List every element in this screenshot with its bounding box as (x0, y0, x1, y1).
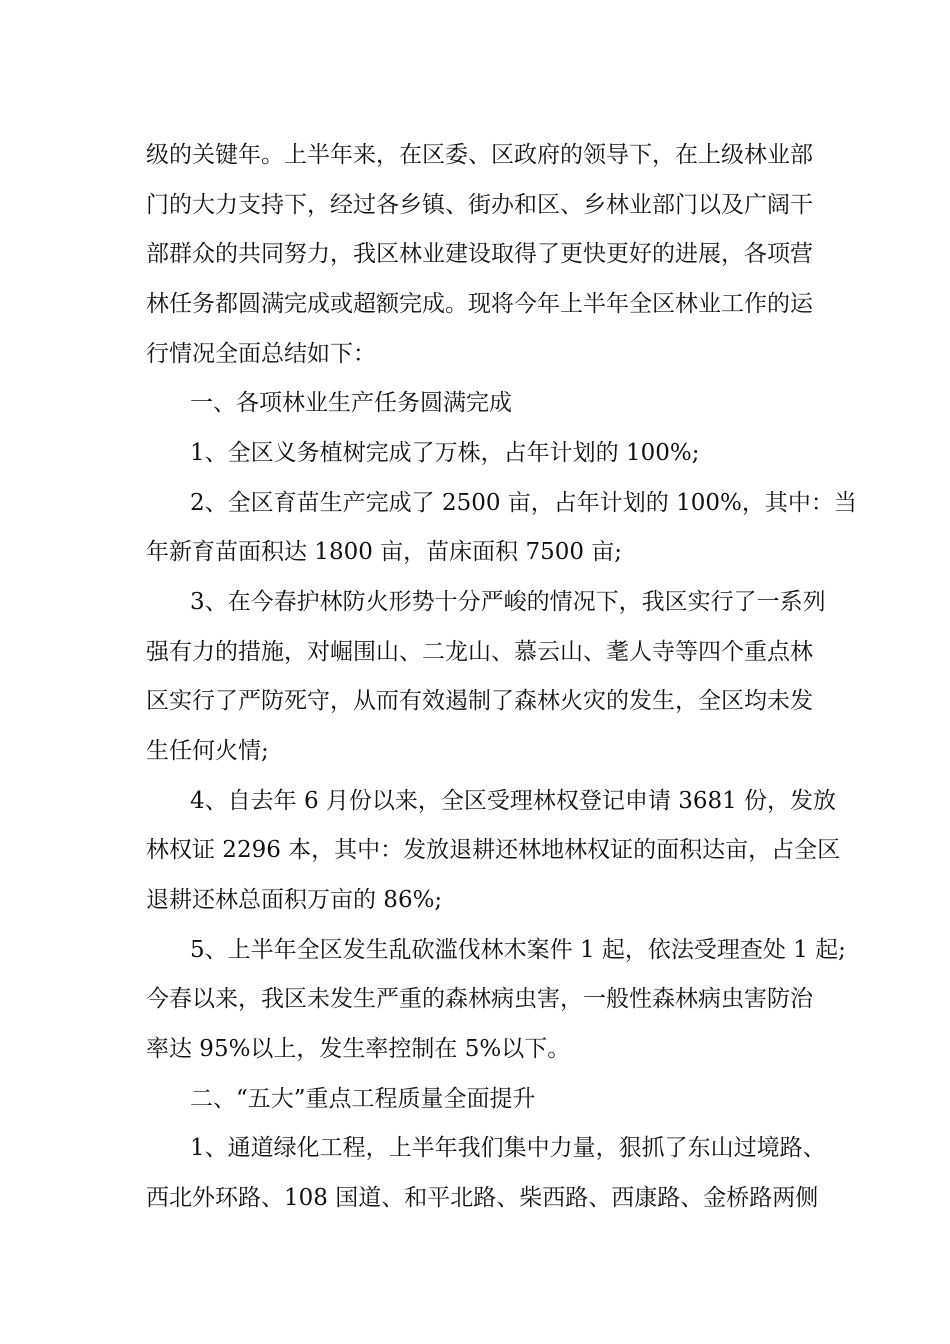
text-line: 行情况全面总结如下： (146, 341, 376, 367)
text-line: 林任务都圆满完成或超额完成。现将今年上半年全区林业工作的运 (146, 291, 813, 317)
text-line: 级的关键年。上半年来，在区委、区政府的领导下，在上级林业部 (146, 142, 813, 168)
text-line: 3、在今春护林防火形势十分严峻的情况下，我区实行了一系列 (190, 589, 826, 615)
text-line: 门的大力支持下，经过各乡镇、街办和区、乡林业部门以及广阔干 (146, 192, 813, 218)
text-line: 林权证 2296 本，其中：发放退耕还林地林权证的面积达亩，占全区 (146, 837, 841, 863)
text-line: 1、通道绿化工程，上半年我们集中力量，狠抓了东山过境路、 (190, 1135, 826, 1161)
text-line: 率达 95%以上，发生率控制在 5%以下。 (146, 1036, 571, 1062)
text-line: 5、上半年全区发生乱砍滥伐林木案件 1 起，依法受理查处 1 起; (190, 937, 846, 963)
text-line: 强有力的措施，对崛围山、二龙山、慕云山、耄人寺等四个重点林 (146, 639, 813, 665)
text-line: 部群众的共同努力，我区林业建设取得了更快更好的进展，各项营 (146, 241, 813, 267)
text-line: 1、全区义务植树完成了万株，占年计划的 100%; (190, 440, 700, 466)
text-line: 退耕还林总面积万亩的 86%; (146, 887, 443, 913)
text-line: 生任何火情; (146, 738, 269, 764)
text-line: 西北外环路、108 国道、和平北路、柴西路、西康路、金桥路两侧 (146, 1185, 819, 1211)
text-line: 2、全区育苗生产完成了 2500 亩，占年计划的 100%，其中：当 (190, 490, 857, 516)
text-line: 区实行了严防死守，从而有效遏制了森林火灾的发生，全区均未发 (146, 688, 813, 714)
section-heading: 一、各项林业生产任务圆满完成 (190, 390, 512, 416)
text-line: 今春以来，我区未发生严重的森林病虫害，一般性森林病虫害防治 (146, 986, 813, 1012)
text-line: 4、自去年 6 月份以来，全区受理林权登记申请 3681 份，发放 (190, 788, 837, 814)
section-heading: 二、“五大”重点工程质量全面提升 (190, 1086, 536, 1112)
text-line: 年新育苗面积达 1800 亩，苗床面积 7500 亩; (146, 539, 623, 565)
